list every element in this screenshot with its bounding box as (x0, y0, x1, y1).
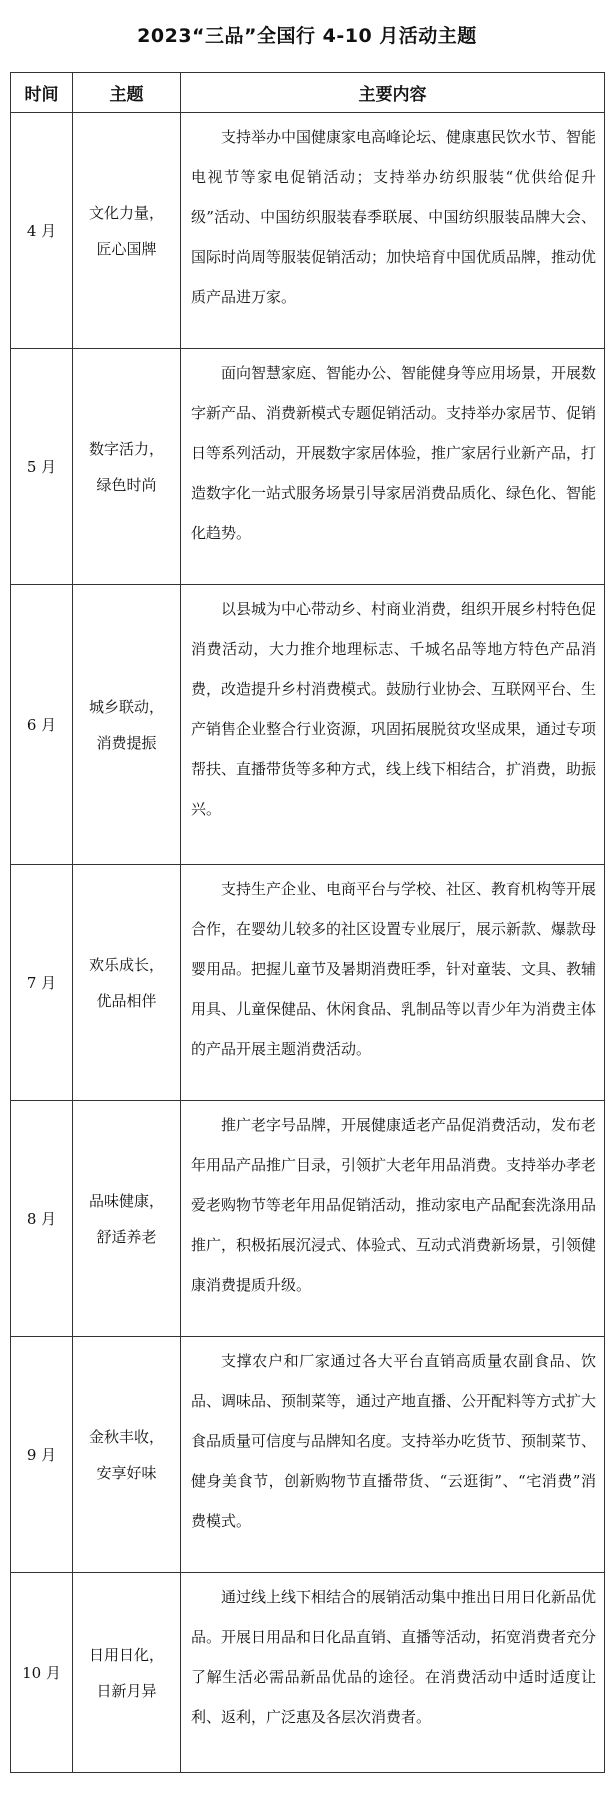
month-cell: 4 月 (11, 113, 73, 349)
page-title: 2023“三品”全国行 4-10 月活动主题 (137, 24, 477, 47)
theme-line: 消费提振 (96, 733, 157, 752)
theme-line: 舒适养老 (96, 1227, 157, 1246)
month-cell: 9 月 (11, 1337, 73, 1573)
theme-cell (73, 349, 181, 585)
header-theme: 主题 (73, 73, 181, 113)
theme-cell (73, 1337, 181, 1573)
theme-line: 匠心国牌 (96, 239, 157, 258)
month-cell: 5 月 (11, 349, 73, 585)
theme-cell (73, 585, 181, 865)
theme-line: 文化力量， (88, 203, 164, 222)
content-cell: 支持生产企业、电商平台与学校、社区、教育机构等开展合作，在婴幼儿较多的社区设置专业展厅，展示新款、爆款母婴用品。把握儿童节及暑期消费旺季，针对童装、文具、教辅用具、儿童保健品、休闲食品、乳制品等以青少年为消费主体的产品开展主题消费活动。 (181, 865, 605, 1101)
table-row (11, 585, 605, 865)
month-cell: 8 月 (11, 1101, 73, 1337)
table-row (11, 1573, 605, 1773)
theme-cell (73, 865, 181, 1101)
theme-line: 安享好味 (96, 1463, 157, 1482)
table-row (11, 349, 605, 585)
theme-cell (73, 113, 181, 349)
content-cell: 以县城为中心带动乡、村商业消费，组织开展乡村特色促消费活动，大力推介地理标志、千城名品等地方特色产品消费，改造提升乡村消费模式。鼓励行业协会、互联网平台、生产销售企业整合行业资源，巩固拓展脱贫攻坚成果，通过专项帮扶、直播带货等多种方式，线上线下相结合，扩消费，助振兴。 (181, 585, 605, 865)
activity-schedule-table (10, 72, 605, 1773)
content-cell: 推广老字号品牌，开展健康适老产品促消费活动，发布老年用品产品推广目录，引领扩大老年用品消费。支持举办孝老爱老购物节等老年用品促销活动，推动家电产品配套洗涤用品推广，积极拓展沉浸式、体验式、互动式消费新场景，引领健康消费提质升级。 (181, 1101, 605, 1337)
theme-line: 优品相伴 (96, 991, 157, 1010)
header-month: 时间 (11, 73, 73, 113)
table-header-row (11, 73, 605, 113)
theme-cell (73, 1101, 181, 1337)
table-row (11, 1337, 605, 1573)
content-cell: 支撑农户和厂家通过各大平台直销高质量农副食品、饮品、调味品、预制菜等，通过产地直播、公开配料等方式扩大食品质量可信度与品牌知名度。支持举办吃货节、预制菜节、健身美食节，创新购物节直播带货、“云逛街”、“宅消费”消费模式。 (181, 1337, 605, 1573)
header-content: 主要内容 (181, 73, 605, 113)
table-row (11, 113, 605, 349)
theme-line: 日用日化， (88, 1645, 164, 1664)
theme-line: 品味健康， (88, 1191, 164, 1210)
month-cell: 10 月 (11, 1573, 73, 1773)
content-cell: 通过线上线下相结合的展销活动集中推出日用日化新品优品。开展日用品和日化品直销、直播等活动，拓宽消费者充分了解生活必需品新品优品的途径。在消费活动中适时适度让利、返利，广泛惠及各层次消费者。 (181, 1573, 605, 1773)
table-row (11, 1101, 605, 1337)
theme-cell (73, 1573, 181, 1773)
content-cell: 支持举办中国健康家电高峰论坛、健康惠民饮水节、智能电视节等家电促销活动；支持举办纺织服装“优供给促升级”活动、中国纺织服装春季联展、中国纺织服装品牌大会、国际时尚周等服装促销活动；加快培育中国优质品牌，推动优质产品进万家。 (181, 113, 605, 349)
theme-line: 数字活力， (88, 439, 164, 458)
theme-line: 绿色时尚 (96, 475, 157, 494)
table-row (11, 865, 605, 1101)
theme-line: 金秋丰收， (88, 1427, 164, 1446)
month-cell: 7 月 (11, 865, 73, 1101)
content-cell: 面向智慧家庭、智能办公、智能健身等应用场景，开展数字新产品、消费新模式专题促销活动。支持举办家居节、促销日等系列活动，开展数字家居体验，推广家居行业新产品，打造数字化一站式服务场景引导家居消费品质化、绿色化、智能化趋势。 (181, 349, 605, 585)
theme-line: 城乡联动， (88, 697, 164, 716)
month-cell: 6 月 (11, 585, 73, 865)
theme-line: 日新月异 (96, 1681, 157, 1700)
theme-line: 欢乐成长， (88, 955, 164, 974)
